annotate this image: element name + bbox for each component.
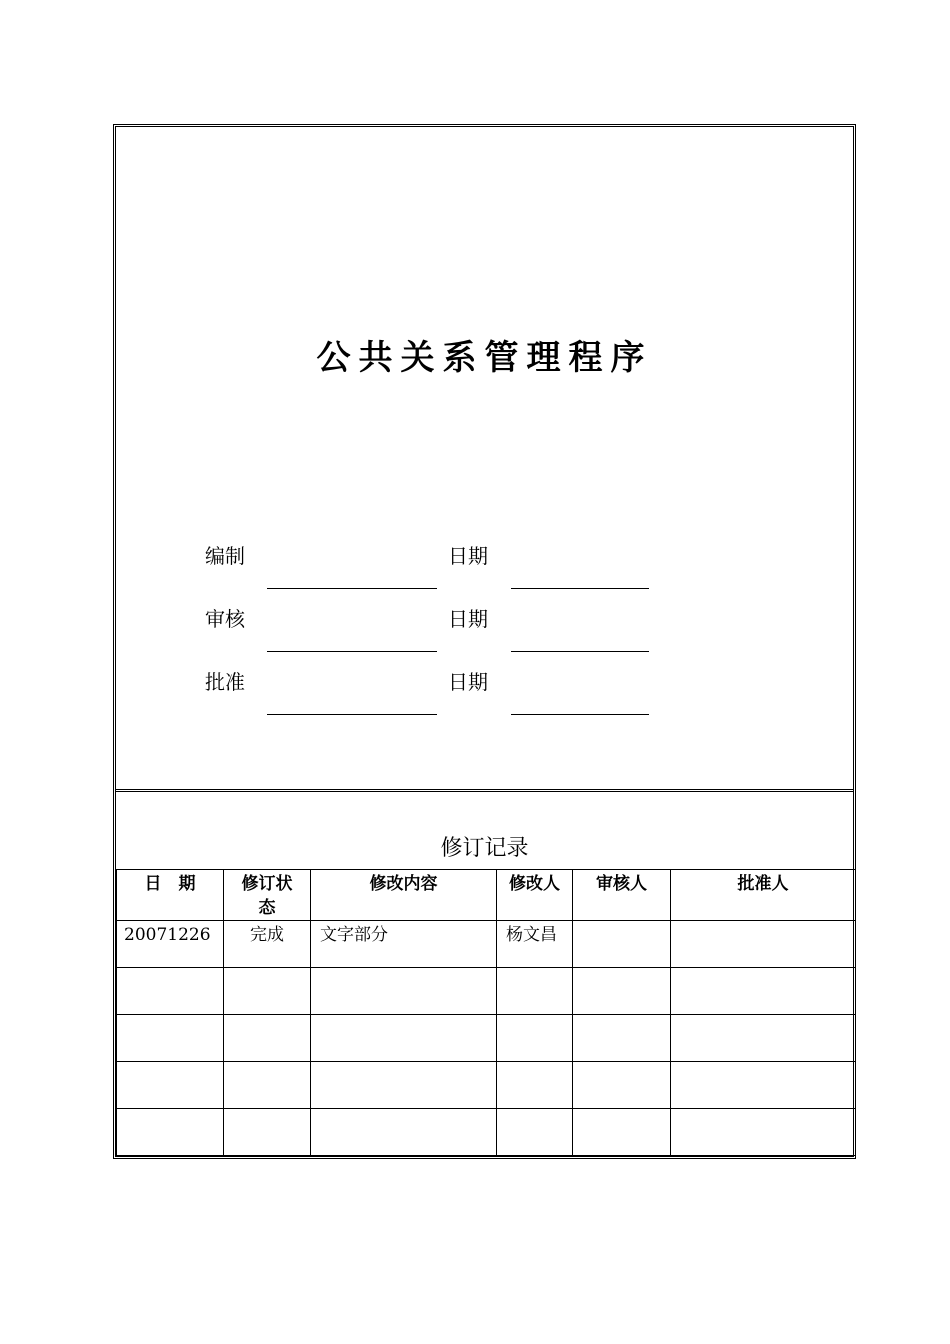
section-divider [116,789,853,792]
cell-reviewer [573,968,671,1015]
cell-date: 20071226 [117,921,224,968]
approved-date-label: 日期 [448,670,488,694]
header-approver: 批准人 [671,870,856,921]
approved-by-line [267,714,437,715]
cell-reviewer [573,1015,671,1062]
table-row [117,1015,856,1062]
cell-status: 完成 [224,921,311,968]
table-row [117,1062,856,1109]
cell-reviewer [573,921,671,968]
reviewed-by-label: 审核 [205,607,245,631]
header-date: 日 期 [117,870,224,921]
cell-reviewer [573,1109,671,1156]
compiled-date-line [511,588,649,589]
cell-content: 文字部分 [311,921,497,968]
cell-modifier [497,1109,573,1156]
cell-approver [671,1062,856,1109]
cell-content [311,1062,497,1109]
cell-modifier [497,1062,573,1109]
cell-modifier [497,968,573,1015]
cell-status [224,1015,311,1062]
header-modifier: 修改人 [497,870,573,921]
header-content: 修改内容 [311,870,497,921]
compiled-by-label: 编制 [205,544,245,568]
cell-date [117,1062,224,1109]
cell-approver [671,921,856,968]
reviewed-date-label: 日期 [448,607,488,631]
cell-modifier: 杨文昌 [497,921,573,968]
cell-status [224,968,311,1015]
cell-content [311,1015,497,1062]
cell-status [224,1109,311,1156]
cell-content [311,1109,497,1156]
compiled-by-line [267,588,437,589]
approved-by-label: 批准 [205,670,245,694]
revision-record-title: 修订记录 [440,836,529,861]
cell-modifier [497,1015,573,1062]
revision-table [116,869,856,1156]
cell-approver [671,1015,856,1062]
revision-header-row [117,870,856,921]
table-row [117,968,856,1015]
table-row [117,921,856,968]
header-status: 修订状态 [224,870,311,921]
reviewed-by-line [267,651,437,652]
cell-status [224,1062,311,1109]
compiled-date-label: 日期 [448,544,488,568]
document-title: 公共关系管理程序 [316,338,653,378]
cell-reviewer [573,1062,671,1109]
header-reviewer: 审核人 [573,870,671,921]
cell-date [117,968,224,1015]
approved-date-line [511,714,649,715]
cell-approver [671,968,856,1015]
cell-date [117,1109,224,1156]
cell-date [117,1015,224,1062]
cell-approver [671,1109,856,1156]
cell-content [311,968,497,1015]
reviewed-date-line [511,651,649,652]
table-row [117,1109,856,1156]
